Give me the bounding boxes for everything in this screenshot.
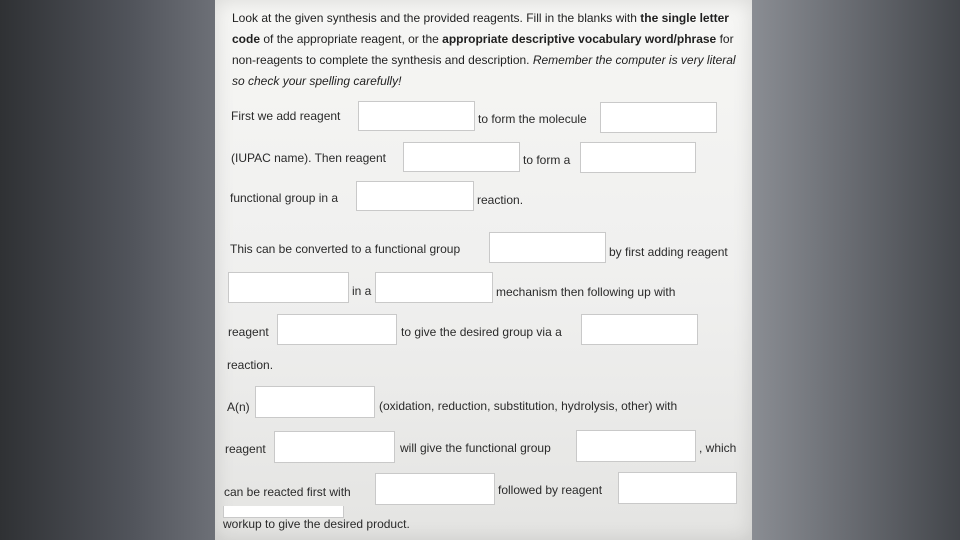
sentence-text: reagent [225, 442, 266, 456]
sentence-text: This can be converted to a functional group [230, 242, 461, 256]
sentence-text: functional group in a [230, 191, 339, 205]
sentence-text: reaction. [477, 193, 524, 207]
monitor-bezel-right [752, 0, 960, 540]
blank-input-3[interactable] [403, 142, 520, 172]
sentence-text: to form a [523, 153, 571, 167]
sentence-text: A(n) [227, 400, 250, 414]
sentence-text: reaction. [227, 358, 274, 372]
instructions-text-3: for non-reagents to complete the synthesis and description. [232, 32, 734, 67]
instructions-italic: Remember the computer is very literal so check your spelling carefully! [232, 53, 736, 88]
instructions-text-1: Look at the given synthesis and the provided reagents. Fill in the blanks with [232, 11, 641, 25]
blank-input-12[interactable] [274, 431, 395, 463]
blank-input-7[interactable] [228, 272, 349, 303]
blank-input-5[interactable] [356, 181, 474, 211]
blank-input-9[interactable] [277, 314, 397, 345]
sentence-text: (oxidation, reduction, substitution, hydrolysis, other) with [379, 399, 678, 413]
sentence-text: reagent [228, 325, 269, 339]
instructions-text-2: of the appropriate reagent, or the [260, 32, 443, 46]
blank-input-6[interactable] [489, 232, 606, 263]
sentence-text: workup to give the desired product. [223, 517, 410, 531]
sentence-text: (IUPAC name). Then reagent [231, 151, 386, 165]
sentence-text: will give the functional group [400, 441, 551, 455]
sentence-text: followed by reagent [498, 483, 603, 497]
sentence-text: First we add reagent [231, 109, 341, 123]
sentence-text: mechanism then following up with [496, 285, 676, 299]
sentence-text: can be reacted first with [224, 485, 351, 499]
instructions-bold-1: the single letter code [232, 11, 729, 46]
blank-input-15[interactable] [618, 472, 737, 504]
blank-input-8[interactable] [375, 272, 493, 303]
sentence-text: by first adding reagent [609, 245, 728, 259]
sentence-text: to give the desired group via a [401, 325, 562, 339]
blank-input-11[interactable] [255, 386, 375, 418]
instructions-bold-2: appropriate descriptive vocabulary word/phrase [442, 32, 717, 46]
monitor-bezel-left [0, 0, 215, 540]
instructions [232, 8, 747, 92]
blank-input-2[interactable] [600, 102, 717, 133]
blank-input-10[interactable] [581, 314, 698, 345]
sentence-text: to form the molecule [478, 112, 587, 126]
blank-input-13[interactable] [576, 430, 696, 462]
sentence-text: , which [699, 441, 737, 455]
sentence-text: in a [352, 284, 372, 298]
blank-input-1[interactable] [358, 101, 475, 131]
blank-input-14[interactable] [375, 473, 495, 505]
blank-input-4[interactable] [580, 142, 696, 173]
